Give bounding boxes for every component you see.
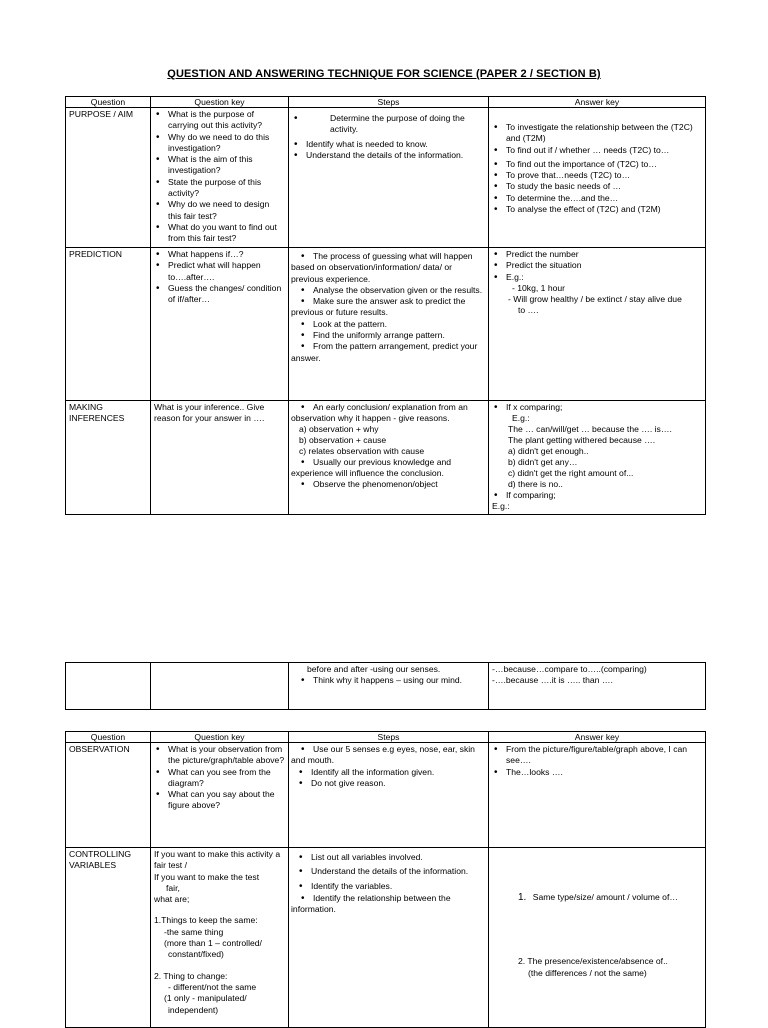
observation-question: OBSERVATION (66, 743, 151, 848)
controlling-answer-line: (the differences / not the same) (528, 967, 647, 978)
inference-answer-line: The … can/will/get … because the …. is…. (508, 424, 672, 434)
controlling-qkey-line: 1.Things to keep the same: (154, 915, 258, 926)
list-item: • If comparing; (506, 490, 702, 501)
list-item: • Determine the purpose of doing the activity. (306, 113, 485, 136)
observation-qkey-list (154, 744, 285, 812)
row-inferences-cont (66, 663, 706, 710)
controlling-answer-number: 1. (518, 892, 527, 903)
list-item: • Observe the phenomenon/object (291, 479, 485, 490)
row-inferences (66, 401, 706, 515)
list-item: • Do not give reason. (311, 778, 485, 789)
controlling-qkey-line: - different/not the same (168, 981, 257, 992)
list-item: • What can you see from the diagram? (168, 767, 285, 790)
prediction-answer-list (492, 249, 702, 283)
list-item: • What can you say about the figure above? (168, 789, 285, 812)
list-item: • Predict the situation (506, 260, 702, 271)
inference-answer-line: E.g.: (492, 501, 510, 511)
inference-answer-line: d) there is no.. (508, 479, 563, 489)
controlling-qkey-line: (1 only - manipulated/ (164, 993, 247, 1004)
inference-step-line: c) relates observation with cause (299, 446, 425, 456)
inference-answer-line: -…because…compare to…..(comparing) (492, 664, 647, 674)
list-item: • Why do we need to design this fair test? (168, 199, 285, 222)
inference-answer-line: The plant getting withered because …. (508, 435, 656, 445)
inference-qkey: What is your inference.. Give reason for your answer in …. (151, 401, 289, 515)
list-item: • The process of guessing what will happen based on observation/information/ data/ or previous experience. (291, 251, 485, 285)
inference-step-line: before and after -using our senses. (307, 664, 441, 674)
row-purpose (66, 108, 706, 248)
list-item: • Identify all the information given. (311, 767, 485, 778)
row-controlling-variables (66, 848, 706, 1028)
controlling-qkey-line: -the same thing (164, 926, 224, 937)
list-item: • What happens if…? (168, 249, 285, 260)
list-item: • From the pattern arrangement, predict your answer. (291, 341, 485, 364)
list-item: • The…looks …. (506, 767, 702, 778)
technique-table-1 (65, 96, 706, 515)
controlling-question: CONTROLLING VARIABLES (66, 848, 151, 1028)
page-title: QUESTION AND ANSWERING TECHNIQUE FOR SCIENCE (PAPER 2 / SECTION B) (167, 68, 601, 80)
purpose-qkey-list (154, 109, 285, 245)
list-item: • Predict the number (506, 249, 702, 260)
prediction-answer-line: to …. (518, 305, 539, 316)
controlling-qkey-line: 2. Thing to change: (154, 970, 228, 981)
list-item: • Look at the pattern. (291, 319, 485, 330)
inference-answer-line: -….because ….it is ….. than …. (492, 675, 613, 686)
list-item: • Guess the changes/ condition of if/after… (168, 283, 285, 306)
header-steps: Steps (289, 732, 489, 743)
header-row (66, 732, 706, 743)
controlling-qkey-line: independent) (168, 1004, 219, 1015)
controlling-qkey-line: If you want to make the test (154, 871, 260, 882)
list-item: • Identify the variables. (311, 881, 485, 892)
list-item: • What is the purpose of carrying out this activity? (168, 109, 285, 132)
controlling-answer-line: Same type/size/ amount / volume of… (532, 892, 678, 902)
list-item: • To study the basic needs of … (506, 181, 702, 192)
header-answer-key: Answer key (489, 732, 706, 743)
list-item: • Think why it happens – using our mind. (291, 675, 485, 686)
inference-answer-line: b) didn't get any… (508, 457, 578, 467)
list-item: • From the picture/figure/table/graph above, I can see…. (506, 744, 702, 767)
prediction-question: PREDICTION (66, 248, 151, 401)
list-item: • Identify what is needed to know. (306, 139, 485, 150)
inference-steps-list (291, 402, 485, 424)
list-item: • What is your observation from the picture/graph/table above? (168, 744, 285, 767)
prediction-steps-list (291, 251, 485, 364)
list-item: • To determine the….and the… (506, 193, 702, 204)
purpose-question: PURPOSE / AIM (66, 108, 151, 248)
inference-answer-line: c) didn't get the right amount of... (508, 468, 634, 478)
inference-step-line: b) observation + cause (299, 435, 387, 445)
controlling-qkey-line: If you want to make this activity a fair test / (154, 849, 281, 871)
list-item: • State the purpose of this activity? (168, 177, 285, 200)
observation-steps-list (291, 744, 485, 789)
list-item: • Analyse the observation given or the results. (291, 285, 485, 296)
list-item: • What do you want to find out from this fair test? (168, 222, 285, 245)
list-item: • To investigate the relationship between the (T2C) and (T2M) (506, 122, 702, 145)
controlling-answer-line: 2. The presence/existence/absence of.. (518, 956, 668, 967)
header-answer-key: Answer key (489, 97, 706, 108)
list-item: • Usually our previous knowledge and experience will influence the conclusion. (291, 457, 485, 479)
list-item: • Why do we need to do this investigation? (168, 132, 285, 155)
list-item: • An early conclusion/ explanation from an observation why it happen - give reasons. (291, 402, 485, 424)
header-question-key: Question key (151, 97, 289, 108)
purpose-steps-list (292, 113, 485, 161)
prediction-answer-line: - Will grow healthy / be extinct / stay alive due (508, 294, 682, 305)
row-prediction (66, 248, 706, 401)
prediction-qkey-list (154, 249, 285, 305)
list-item: • Understand the details of the information. (311, 866, 485, 877)
list-item: • To prove that…needs (T2C) to… (506, 170, 702, 181)
list-item: • Predict what will happen to….after…. (168, 260, 285, 283)
inference-step-line: a) observation + why (299, 424, 379, 434)
list-item: • List out all variables involved. (311, 852, 485, 863)
list-item: • E.g.: (506, 272, 702, 283)
list-item: • Find the uniformly arrange pattern. (291, 330, 485, 341)
list-item: • Use our 5 senses e.g eyes, nose, ear, skin and mouth. (291, 744, 485, 767)
header-question-key: Question key (151, 732, 289, 743)
prediction-answer-line: - 10kg, 1 hour (512, 282, 566, 293)
technique-table-2 (65, 662, 706, 710)
header-row (66, 97, 706, 108)
purpose-answer-list (492, 122, 702, 215)
inference-question: MAKING INFERENCES (66, 401, 151, 515)
list-item: • Understand the details of the information. (306, 150, 485, 161)
controlling-steps-list (291, 852, 485, 915)
header-question: Question (66, 97, 151, 108)
controlling-qkey-line: what are; (154, 894, 190, 905)
row-observation (66, 743, 706, 848)
controlling-qkey-line: (more than 1 – controlled/ (164, 938, 262, 949)
header-steps: Steps (289, 97, 489, 108)
technique-table-3 (65, 731, 706, 1028)
observation-answer-list (492, 744, 702, 778)
list-item: • To find out if / whether … needs (T2C) to… (506, 145, 702, 156)
header-question: Question (66, 732, 151, 743)
list-item: • Identify the relationship between the information. (291, 893, 485, 916)
list-item: • What is the aim of this investigation? (168, 154, 285, 177)
list-item: • Make sure the answer ask to predict the previous or future results. (291, 296, 485, 319)
list-item: • To find out the importance of (T2C) to… (506, 159, 702, 170)
inference-answer-line: a) didn't get enough.. (508, 446, 589, 456)
controlling-qkey-line: constant/fixed) (168, 949, 224, 960)
inference-answer-line: E.g.: (512, 413, 530, 423)
list-item: • To analyse the effect of (T2C) and (T2M) (506, 204, 702, 215)
controlling-qkey-line: fair, (166, 882, 180, 893)
list-item: • If x comparing; (506, 402, 702, 413)
